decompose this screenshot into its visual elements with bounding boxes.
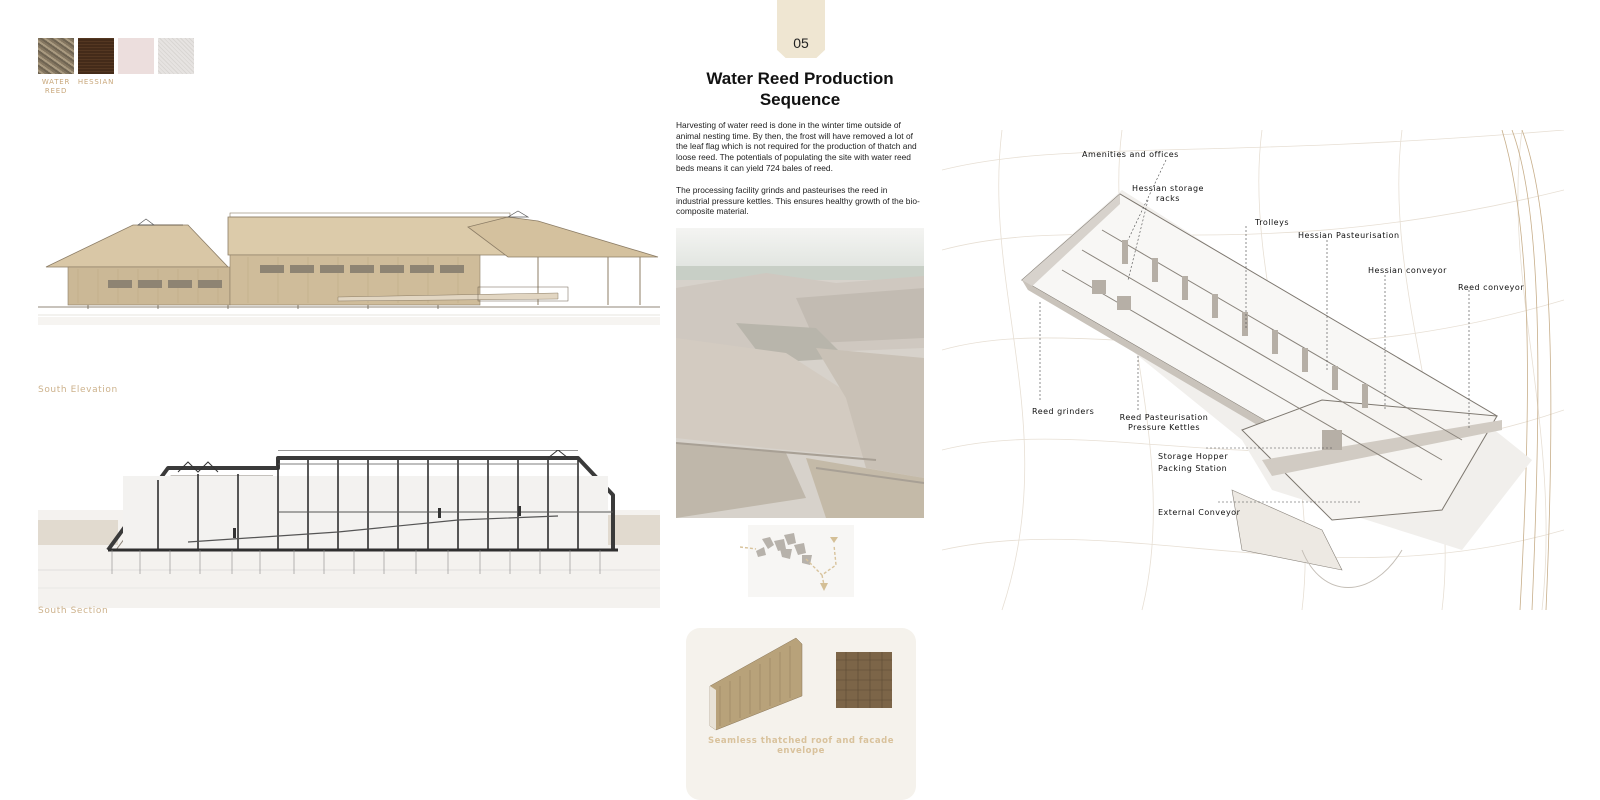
label-reed-conveyor: Reed conveyor <box>1458 283 1525 292</box>
hessian-swatch <box>78 38 114 74</box>
label-reed-grinders: Reed grinders <box>1032 407 1095 416</box>
sheet-number: 05 <box>793 35 809 51</box>
intro-paragraph: Harvesting of water reed is done in the winter time outside of animal nesting time. By then, the frost will have removed a lot of the leaf flag which is not required for the production of thatch and loose reed. The potentials of populating the site with water reed beds means it can yield 724 bales of reed. <box>676 120 917 173</box>
page-title: Water Reed Production Sequence <box>706 69 894 109</box>
label-reed-pasteurisation: Reed Pasteurisation Pressure Kettles <box>1119 413 1209 432</box>
hessian-label: HESSIAN <box>77 78 115 86</box>
label-hessian-pasteurisation: Hessian Pasteurisation <box>1298 231 1400 240</box>
label-packing-station: Packing Station <box>1158 464 1228 473</box>
water-reed-label: WATER REED <box>41 78 71 95</box>
label-amenities: Amenities and offices <box>1082 150 1179 159</box>
south-section-caption: South Section <box>38 606 109 616</box>
water-reed-swatch <box>38 38 74 74</box>
south-elevation-caption: South Elevation <box>38 385 118 395</box>
light-grey-swatch <box>158 38 194 74</box>
label-hessian-storage: Hessian storage racks <box>1132 184 1204 203</box>
thatch-panel-render <box>706 636 896 731</box>
south-section-drawing <box>38 450 660 608</box>
aerial-render-image <box>676 228 924 518</box>
label-storage-hopper: Storage Hopper <box>1158 452 1229 461</box>
card-caption: Seamless thatched roof and facade envelope <box>708 736 894 756</box>
label-hessian-conveyor: Hessian conveyor <box>1368 266 1447 275</box>
process-paragraph: The processing facility grinds and pasteurises the reed in industrial pressure kettles. This ensures healthy growth of the bio-composite material. <box>676 185 920 217</box>
light-pink-swatch <box>118 38 154 74</box>
site-key-plan <box>740 525 860 597</box>
label-trolleys: Trolleys <box>1255 218 1289 227</box>
south-elevation-drawing <box>38 205 660 325</box>
label-external-conveyor: External Conveyor <box>1158 508 1241 517</box>
